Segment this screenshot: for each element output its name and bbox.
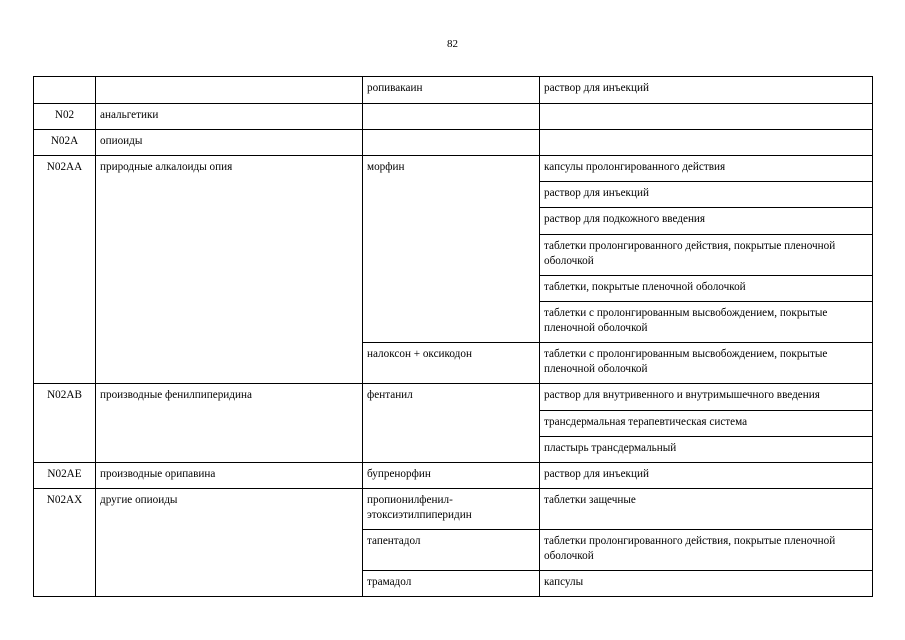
group-cell: другие опиоиды bbox=[96, 489, 363, 597]
substance-cell: фентанил bbox=[363, 384, 540, 463]
atc-code-cell bbox=[34, 77, 96, 104]
table-row bbox=[34, 489, 873, 530]
group-cell: опиоиды bbox=[96, 130, 363, 156]
atc-code-cell: N02AX bbox=[34, 489, 96, 597]
group-cell: производные фенилпиперидина bbox=[96, 384, 363, 463]
dosage-form-cell: таблетки с пролонгированным высвобождением, покрытые пленочной оболочкой bbox=[540, 302, 873, 343]
table-row bbox=[34, 104, 873, 130]
atc-code-cell: N02 bbox=[34, 104, 96, 130]
dosage-form-cell: капсулы bbox=[540, 571, 873, 597]
substance-cell: пропионилфенил-этоксиэтилпиперидин bbox=[363, 489, 540, 530]
substance-cell: ропивакаин bbox=[363, 77, 540, 104]
dosage-form-cell: таблетки с пролонгированным высвобождением, покрытые пленочной оболочкой bbox=[540, 343, 873, 384]
table-row bbox=[34, 384, 873, 411]
dosage-form-cell: таблетки пролонгированного действия, покрытые пленочной оболочкой bbox=[540, 530, 873, 571]
group-cell: анальгетики bbox=[96, 104, 363, 130]
dosage-form-cell: капсулы пролонгированного действия bbox=[540, 156, 873, 182]
dosage-form-cell: раствор для инъекций bbox=[540, 182, 873, 208]
table-row bbox=[34, 77, 873, 104]
group-cell: природные алкалоиды опия bbox=[96, 156, 363, 384]
dosage-form-cell: раствор для внутривенного и внутримышечного введения bbox=[540, 384, 873, 411]
table-row bbox=[34, 156, 873, 182]
table-row bbox=[34, 130, 873, 156]
page-number: 82 bbox=[447, 38, 458, 50]
atc-code-cell: N02AB bbox=[34, 384, 96, 463]
dosage-form-cell: раствор для подкожного введения bbox=[540, 208, 873, 235]
dosage-form-cell bbox=[540, 130, 873, 156]
substance-cell: морфин bbox=[363, 156, 540, 343]
dosage-form-cell: таблетки защечные bbox=[540, 489, 873, 530]
substance-cell bbox=[363, 104, 540, 130]
dosage-form-cell: раствор для инъекций bbox=[540, 77, 873, 104]
dosage-form-cell bbox=[540, 104, 873, 130]
atc-code-cell: N02AE bbox=[34, 463, 96, 489]
drug-table bbox=[33, 76, 873, 597]
dosage-form-cell: таблетки, покрытые пленочной оболочкой bbox=[540, 276, 873, 302]
atc-code-cell: N02AA bbox=[34, 156, 96, 384]
dosage-form-cell: пластырь трансдермальный bbox=[540, 437, 873, 463]
table-row bbox=[34, 463, 873, 489]
substance-cell: бупренорфин bbox=[363, 463, 540, 489]
dosage-form-cell: трансдермальная терапевтическая система bbox=[540, 411, 873, 437]
group-cell bbox=[96, 77, 363, 104]
atc-code-cell: N02A bbox=[34, 130, 96, 156]
substance-cell: трамадол bbox=[363, 571, 540, 597]
substance-cell bbox=[363, 130, 540, 156]
dosage-form-cell: таблетки пролонгированного действия, покрытые пленочной оболочкой bbox=[540, 235, 873, 276]
substance-cell: тапентадол bbox=[363, 530, 540, 571]
substance-cell: налоксон + оксикодон bbox=[363, 343, 540, 384]
group-cell: производные орипавина bbox=[96, 463, 363, 489]
dosage-form-cell: раствор для инъекций bbox=[540, 463, 873, 489]
